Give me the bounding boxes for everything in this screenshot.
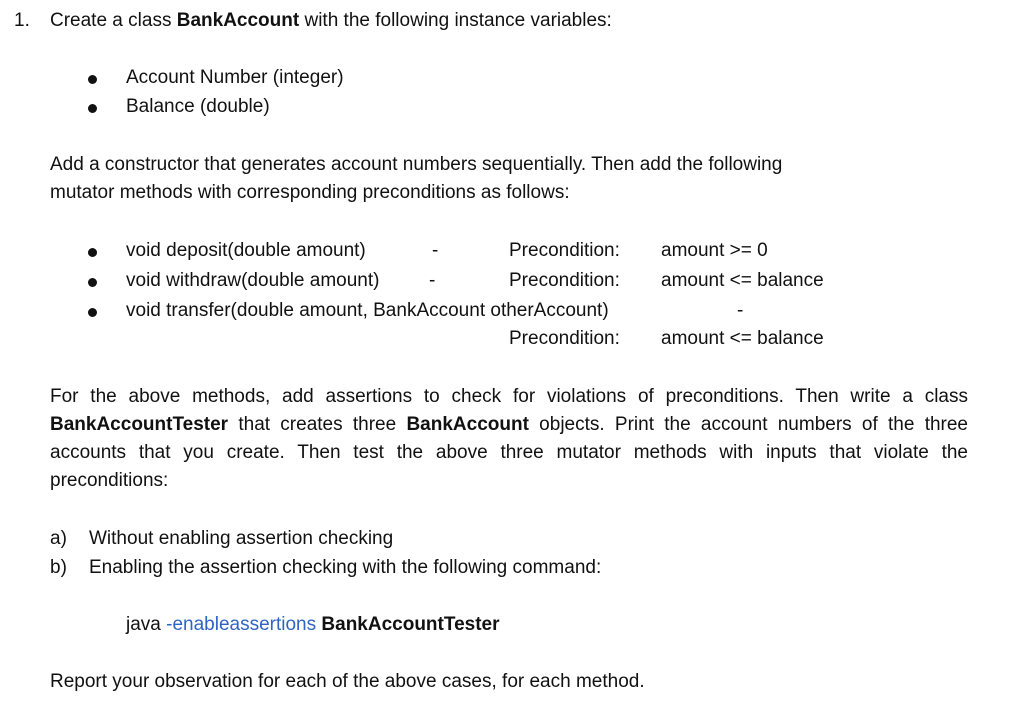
precondition-value: amount <= balance <box>661 328 824 349</box>
bullet-icon <box>88 248 97 257</box>
constructor-paragraph-line: mutator methods with corresponding preconditions as follows: <box>50 182 570 203</box>
bullet-icon <box>88 75 97 84</box>
closing-instruction: Report your observation for each of the above cases, for each method. <box>50 671 645 692</box>
intro-class-name: BankAccount <box>176 10 300 31</box>
case-text: Enabling the assertion checking with the following command: <box>89 557 602 578</box>
precondition-label: Precondition: <box>509 270 620 291</box>
constructor-paragraph-line: Add a constructor that generates account numbers sequentially. Then add the following <box>50 154 783 175</box>
assertions-text: that creates three <box>228 414 407 435</box>
command-program: java <box>126 614 167 635</box>
case-label: a) <box>50 528 67 549</box>
method-dash: - <box>737 300 744 321</box>
case-label: b) <box>50 557 67 578</box>
bullet-icon <box>88 104 97 113</box>
intro-prefix: Create a class <box>50 10 177 31</box>
question-intro <box>50 7 612 35</box>
precondition-value: amount <= balance <box>661 270 824 291</box>
bankaccount-class-name: BankAccount <box>406 414 529 435</box>
command-flag: -enableassertions <box>166 614 317 635</box>
bullet-icon <box>88 308 97 317</box>
java-command <box>126 611 500 639</box>
method-signature: void transfer(double amount, BankAccount otherAccount) <box>126 300 609 321</box>
intro-suffix: with the following instance variables: <box>299 10 612 31</box>
method-dash: - <box>429 270 436 291</box>
instance-variable-item: Account Number (integer) <box>126 67 344 88</box>
method-signature: void withdraw(double amount) <box>126 270 380 291</box>
assertions-text: For the above methods, add assertions to check for violations of preconditions. Then write a class <box>50 386 968 407</box>
precondition-value: amount >= 0 <box>661 240 768 261</box>
case-text: Without enabling assertion checking <box>89 528 394 549</box>
precondition-label: Precondition: <box>509 328 620 349</box>
bullet-icon <box>88 278 97 287</box>
assertions-paragraph <box>50 383 968 495</box>
instance-variable-item: Balance (double) <box>126 96 270 117</box>
precondition-label: Precondition: <box>509 240 620 261</box>
assertions-text: objects. Print the account numbers of the three accounts that you create. Then test the above three mutator methods with inputs that violate the preconditions: <box>50 414 968 491</box>
question-number: 1. <box>14 10 30 31</box>
tester-class-name: BankAccountTester <box>50 414 229 435</box>
command-class-name: BankAccountTester <box>321 614 500 635</box>
method-signature: void deposit(double amount) <box>126 240 366 261</box>
method-dash: - <box>432 240 439 261</box>
